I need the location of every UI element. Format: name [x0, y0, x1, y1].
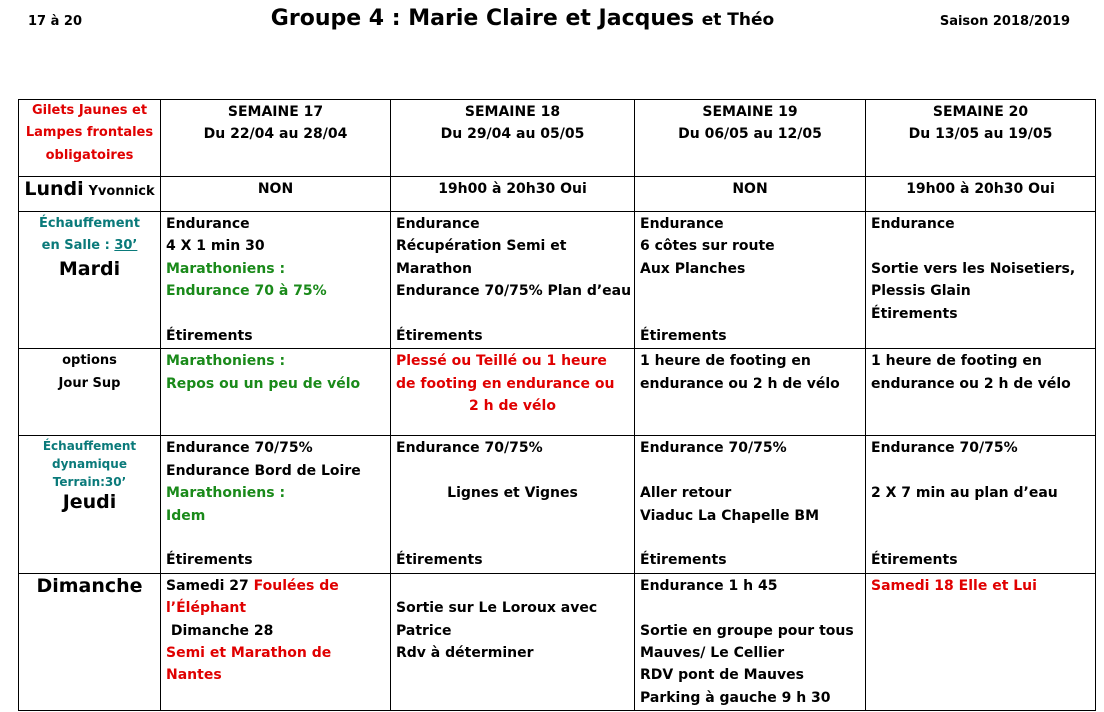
weeks-header-row [19, 100, 1096, 177]
week-header-19: SEMAINE 19 Du 06/05 au 12/05 [635, 100, 866, 177]
mardi-week18: Endurance Récupération Semi et Marathon Endurance 70/75% Plan d’eau Étirements [391, 212, 635, 349]
jeudi-week17: Endurance 70/75% Endurance Bord de Loire Marathoniens : Idem Étirements [161, 436, 391, 573]
options-week20: 1 heure de footing en endurance ou 2 h de vélo [866, 349, 1096, 436]
row-jeudi [19, 436, 1096, 573]
options-week19: 1 heure de footing en endurance ou 2 h de vélo [635, 349, 866, 436]
row-lundi [19, 177, 1096, 212]
day-label-mardi: Échauffement en Salle : 30’ Mardi [19, 212, 161, 349]
jeudi-week20: Endurance 70/75% 2 X 7 min au plan d’eau Étirements [866, 436, 1096, 573]
dimanche-week17: Samedi 27 Foulées de l’Éléphant Dimanche 28 Semi et Marathon de Nantes [161, 573, 391, 710]
dimanche-week19: Endurance 1 h 45 Sortie en groupe pour tous Mauves/ Le Cellier RDV pont de Mauves Parking à gauche 9 h 30 [635, 573, 866, 710]
options-week17: Marathoniens : Repos ou un peu de vélo [161, 349, 391, 436]
lundi-week19: NON [635, 177, 866, 212]
safety-notice: Gilets Jaunes et Lampes frontales obligatoires [19, 100, 161, 177]
jeudi-week19: Endurance 70/75% Aller retour Viaduc La Chapelle BM Étirements [635, 436, 866, 573]
weeks-range: 17 à 20 [28, 14, 83, 29]
lundi-week20: 19h00 à 20h30 Oui [866, 177, 1096, 212]
week-header-20: SEMAINE 20 Du 13/05 au 19/05 [866, 100, 1096, 177]
lundi-week18: 19h00 à 20h30 Oui [391, 177, 635, 212]
dimanche-week20: Samedi 18 Elle et Lui [866, 573, 1096, 710]
title-small: et Théo [701, 10, 775, 30]
row-mardi [19, 212, 1096, 349]
row-dimanche [19, 573, 1096, 710]
page-header [0, 0, 1104, 40]
day-label-options: options Jour Sup [19, 349, 161, 436]
day-label-jeudi: Échauffement dynamique Terrain:30’ Jeudi [19, 436, 161, 573]
mardi-week20: Endurance Sortie vers les Noisetiers, Plessis Glain Étirements [866, 212, 1096, 349]
mardi-week19: Endurance 6 côtes sur route Aux Planches Étirements [635, 212, 866, 349]
jeudi-week18: Endurance 70/75% Lignes et Vignes Étirements [391, 436, 635, 573]
day-label-dimanche: Dimanche [19, 573, 161, 710]
day-label-lundi: Lundi Yvonnick [19, 177, 161, 212]
page-title [0, 6, 1045, 31]
season-label: Saison 2018/2019 [939, 14, 1070, 29]
week-header-17: SEMAINE 17 Du 22/04 au 28/04 [161, 100, 391, 177]
row-options [19, 349, 1096, 436]
dimanche-week18: Sortie sur Le Loroux avec Patrice Rdv à déterminer [391, 573, 635, 710]
week-header-18: SEMAINE 18 Du 29/04 au 05/05 [391, 100, 635, 177]
options-week18: Plessé ou Teillé ou 1 heure de footing en endurance ou 2 h de vélo [391, 349, 635, 436]
mardi-week17: Endurance 4 X 1 min 30 Marathoniens : Endurance 70 à 75% Étirements [161, 212, 391, 349]
schedule-table [18, 99, 1096, 711]
lundi-week17: NON [161, 177, 391, 212]
title-main: Groupe 4 : Marie Claire et Jacques [270, 6, 695, 31]
